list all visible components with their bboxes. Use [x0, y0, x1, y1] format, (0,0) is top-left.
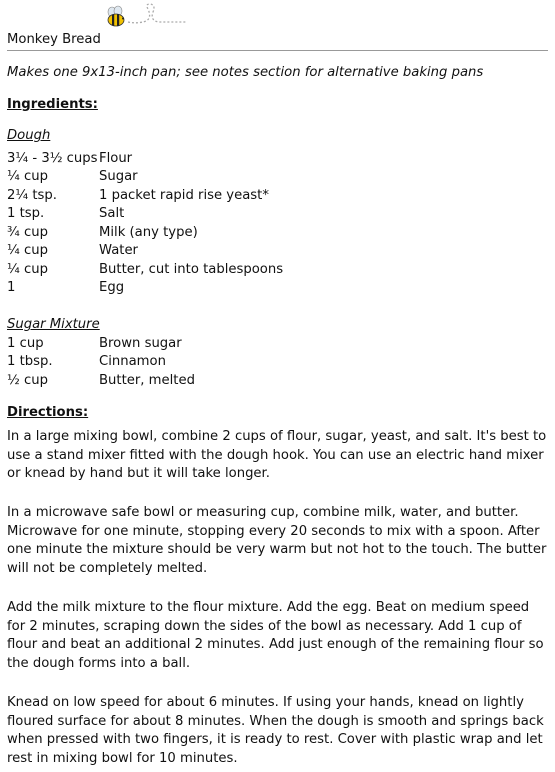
ingredient-quantity: 1 cup: [7, 336, 44, 351]
sugar-mixture-group-heading: Sugar Mixture: [7, 317, 100, 332]
ingredient-row: [7, 188, 527, 206]
recipe-title: Monkey Bread: [7, 32, 101, 47]
ingredients-heading: Ingredients:: [7, 97, 98, 112]
ingredient-row: [7, 206, 527, 224]
ingredient-name: Butter, cut into tablespoons: [99, 262, 284, 277]
direction-step: In a microwave safe bowl or measuring cup, combine milk, water, and butter. Microwave for one minute, stopping every 20 seconds to mix with a spoon. After one minute the mixture should be very warm but not hot to the touch. The butter will not be completely melted.: [7, 505, 547, 577]
ingredient-row: [7, 354, 527, 372]
ingredient-quantity: ¼ cup: [7, 262, 48, 277]
ingredient-quantity: ¾ cup: [7, 225, 48, 240]
ingredient-name: Brown sugar: [99, 336, 182, 351]
direction-step: Knead on low speed for about 6 minutes. If using your hands, knead on lightly floured surface for about 8 minutes. When the dough is smooth and springs back when pressed with two fingers, it is ready to rest. Cover with plastic wrap and let rest in mixing bowl for 10 minutes.: [7, 695, 544, 767]
ingredient-quantity: ¼ cup: [7, 169, 48, 184]
ingredient-name: Butter, melted: [99, 373, 195, 388]
ingredient-name: Salt: [99, 206, 125, 221]
ingredient-name: Cinnamon: [99, 354, 166, 369]
ingredient-quantity: 2¼ tsp.: [7, 188, 57, 203]
ingredient-row: [7, 262, 527, 280]
ingredient-name: Sugar: [99, 169, 138, 184]
direction-step: In a large mixing bowl, combine 2 cups of flour, sugar, yeast, and salt. It's best to use a stand mixer fitted with the dough hook. You can use an electric hand mixer or knead by hand but it will take longer.: [7, 429, 547, 482]
ingredient-quantity: 1 tbsp.: [7, 354, 53, 369]
dough-group-heading: Dough: [7, 128, 51, 143]
ingredient-row: [7, 373, 527, 391]
ingredient-row: [7, 169, 527, 187]
ingredient-name: Milk (any type): [99, 225, 198, 240]
bee-logo-icon: [106, 2, 188, 28]
ingredient-name: Flour: [99, 151, 133, 166]
ingredient-row: [7, 243, 527, 261]
ingredient-name: Egg: [99, 280, 125, 295]
title-divider: [7, 50, 548, 51]
ingredient-row: [7, 151, 527, 169]
ingredient-quantity: 3¼ - 3½ cups: [7, 151, 98, 166]
ingredient-row: [7, 336, 527, 354]
ingredient-quantity: 1 tsp.: [7, 206, 45, 221]
ingredient-quantity: 1: [7, 280, 16, 295]
directions-heading: Directions:: [7, 405, 89, 420]
ingredient-quantity: ¼ cup: [7, 243, 48, 258]
direction-step: Add the milk mixture to the flour mixture. Add the egg. Beat on medium speed for 2 minutes, scraping down the sides of the bowl as necessary. Add 1 cup of flour and beat an additional 2 minutes. Add just enough of the remaining flour so the dough forms into a ball.: [7, 600, 544, 672]
ingredient-row: [7, 280, 527, 298]
ingredient-name: Water: [99, 243, 138, 258]
ingredient-quantity: ½ cup: [7, 373, 48, 388]
ingredient-row: [7, 225, 527, 243]
yield-note: Makes one 9x13-inch pan; see notes section for alternative baking pans: [7, 65, 484, 80]
ingredient-name: 1 packet rapid rise yeast*: [99, 188, 269, 203]
